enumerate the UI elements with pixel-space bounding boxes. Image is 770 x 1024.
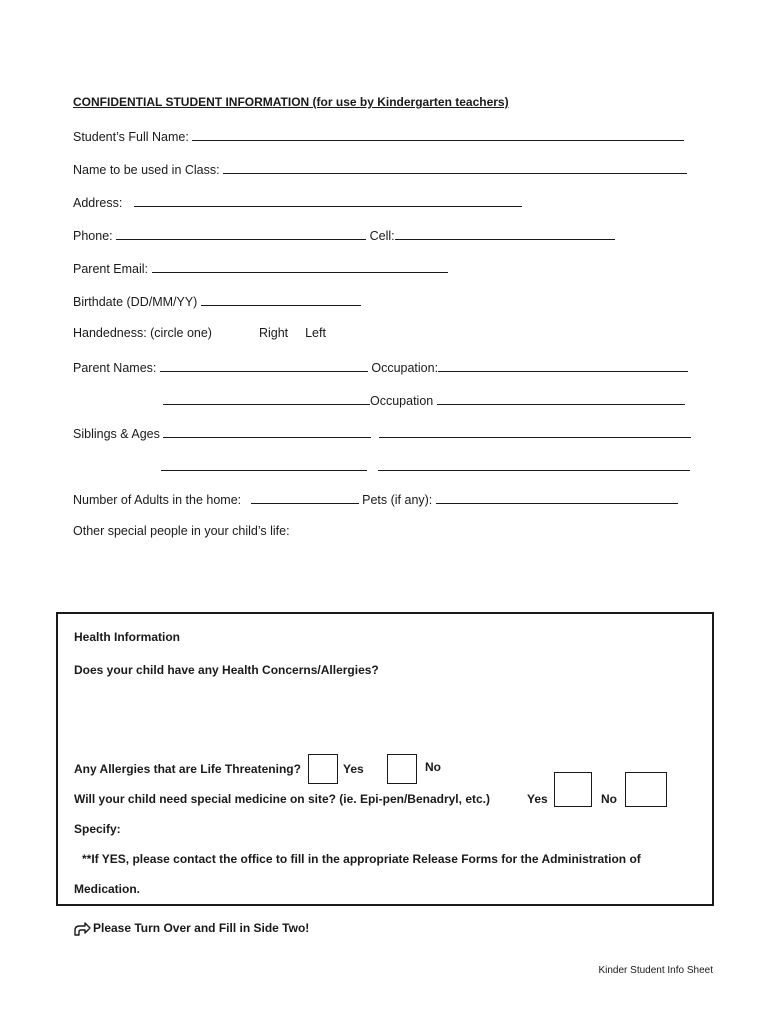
pets-field[interactable]: [436, 491, 678, 504]
handedness-row: [73, 326, 326, 340]
phone-field[interactable]: [116, 227, 366, 240]
occupation-2-label: Occupation: [370, 394, 434, 408]
phone-row: [73, 227, 615, 243]
student-full-name-row: [73, 128, 684, 144]
parent-email-label: Parent Email:: [73, 262, 149, 276]
pets-label: Pets (if any):: [362, 493, 433, 507]
occupation-1-field[interactable]: [438, 359, 688, 372]
student-full-name-label: Student’s Full Name:: [73, 130, 189, 144]
sibling-4-field[interactable]: [378, 458, 690, 471]
cell-label: Cell:: [369, 229, 395, 243]
handedness-label: Handedness: (circle one): [73, 326, 212, 340]
parent-name-2-field[interactable]: [163, 392, 370, 405]
parent-email-row: [73, 260, 448, 276]
siblings-label: Siblings & Ages: [73, 427, 160, 441]
cell-field[interactable]: [395, 227, 615, 240]
parent-email-field[interactable]: [152, 260, 448, 273]
phone-label: Phone:: [73, 229, 113, 243]
life-threatening-yes-checkbox[interactable]: [308, 754, 338, 784]
address-label: Address:: [73, 196, 123, 210]
medicine-no-checkbox[interactable]: [625, 772, 667, 807]
student-full-name-field[interactable]: [192, 128, 684, 141]
life-threatening-question: Any Allergies that are Life Threatening?: [74, 762, 301, 776]
medicine-yes-checkbox[interactable]: [554, 772, 592, 807]
medicine-yes-label: Yes: [527, 792, 548, 806]
health-concerns-question: Does your child have any Health Concerns/Allergies?: [74, 663, 379, 677]
life-threatening-no-label: No: [425, 760, 441, 774]
turn-over-text: Please Turn Over and Fill in Side Two!: [93, 921, 310, 936]
form-title: CONFIDENTIAL STUDENT INFORMATION (for use by Kindergarten teachers): [73, 95, 509, 109]
life-threatening-no-checkbox[interactable]: [387, 754, 417, 784]
adults-field[interactable]: [251, 491, 359, 504]
life-threatening-yes-label: Yes: [343, 762, 364, 776]
release-forms-note: **If YES, please contact the office to fill in the appropriate Release Forms for the Administration of: [82, 852, 641, 866]
parent-names-row: [73, 359, 688, 375]
medicine-question: Will your child need special medicine on site? (ie. Epi-pen/Benadryl, etc.): [74, 792, 490, 806]
specify-label: Specify:: [74, 822, 121, 836]
birthdate-field[interactable]: [201, 293, 361, 306]
sibling-1-field[interactable]: [163, 425, 371, 438]
siblings-row-1: [73, 425, 691, 441]
adults-pets-row: [73, 491, 678, 507]
health-heading: Health Information: [74, 630, 181, 644]
occupation-2-field[interactable]: [437, 392, 685, 405]
siblings-row-2: [161, 458, 690, 474]
release-forms-note-cont: Medication.: [74, 882, 141, 896]
handedness-right-option[interactable]: Right: [258, 326, 289, 340]
sibling-2-field[interactable]: [379, 425, 691, 438]
name-in-class-label: Name to be used in Class:: [73, 163, 220, 177]
address-field[interactable]: [134, 194, 522, 207]
parent-2-row: [163, 392, 685, 408]
address-row: [73, 194, 522, 210]
birthdate-row: [73, 293, 361, 309]
parent-name-1-field[interactable]: [160, 359, 368, 372]
turn-arrow-icon: [73, 921, 91, 937]
sibling-3-field[interactable]: [161, 458, 367, 471]
health-information-box: [56, 612, 714, 906]
name-in-class-row: [73, 161, 687, 177]
handedness-left-option[interactable]: Left: [305, 326, 326, 340]
medicine-no-label: No: [601, 792, 617, 806]
occupation-1-label: Occupation:: [371, 361, 439, 375]
sheet-name: Kinder Student Info Sheet: [598, 965, 713, 976]
birthdate-label: Birthdate (DD/MM/YY): [73, 295, 198, 309]
other-people-label: Other special people in your child’s life:: [73, 524, 290, 538]
parent-names-label: Parent Names:: [73, 361, 157, 375]
turn-over-note: [73, 921, 309, 937]
adults-label: Number of Adults in the home:: [73, 493, 242, 507]
name-in-class-field[interactable]: [223, 161, 687, 174]
